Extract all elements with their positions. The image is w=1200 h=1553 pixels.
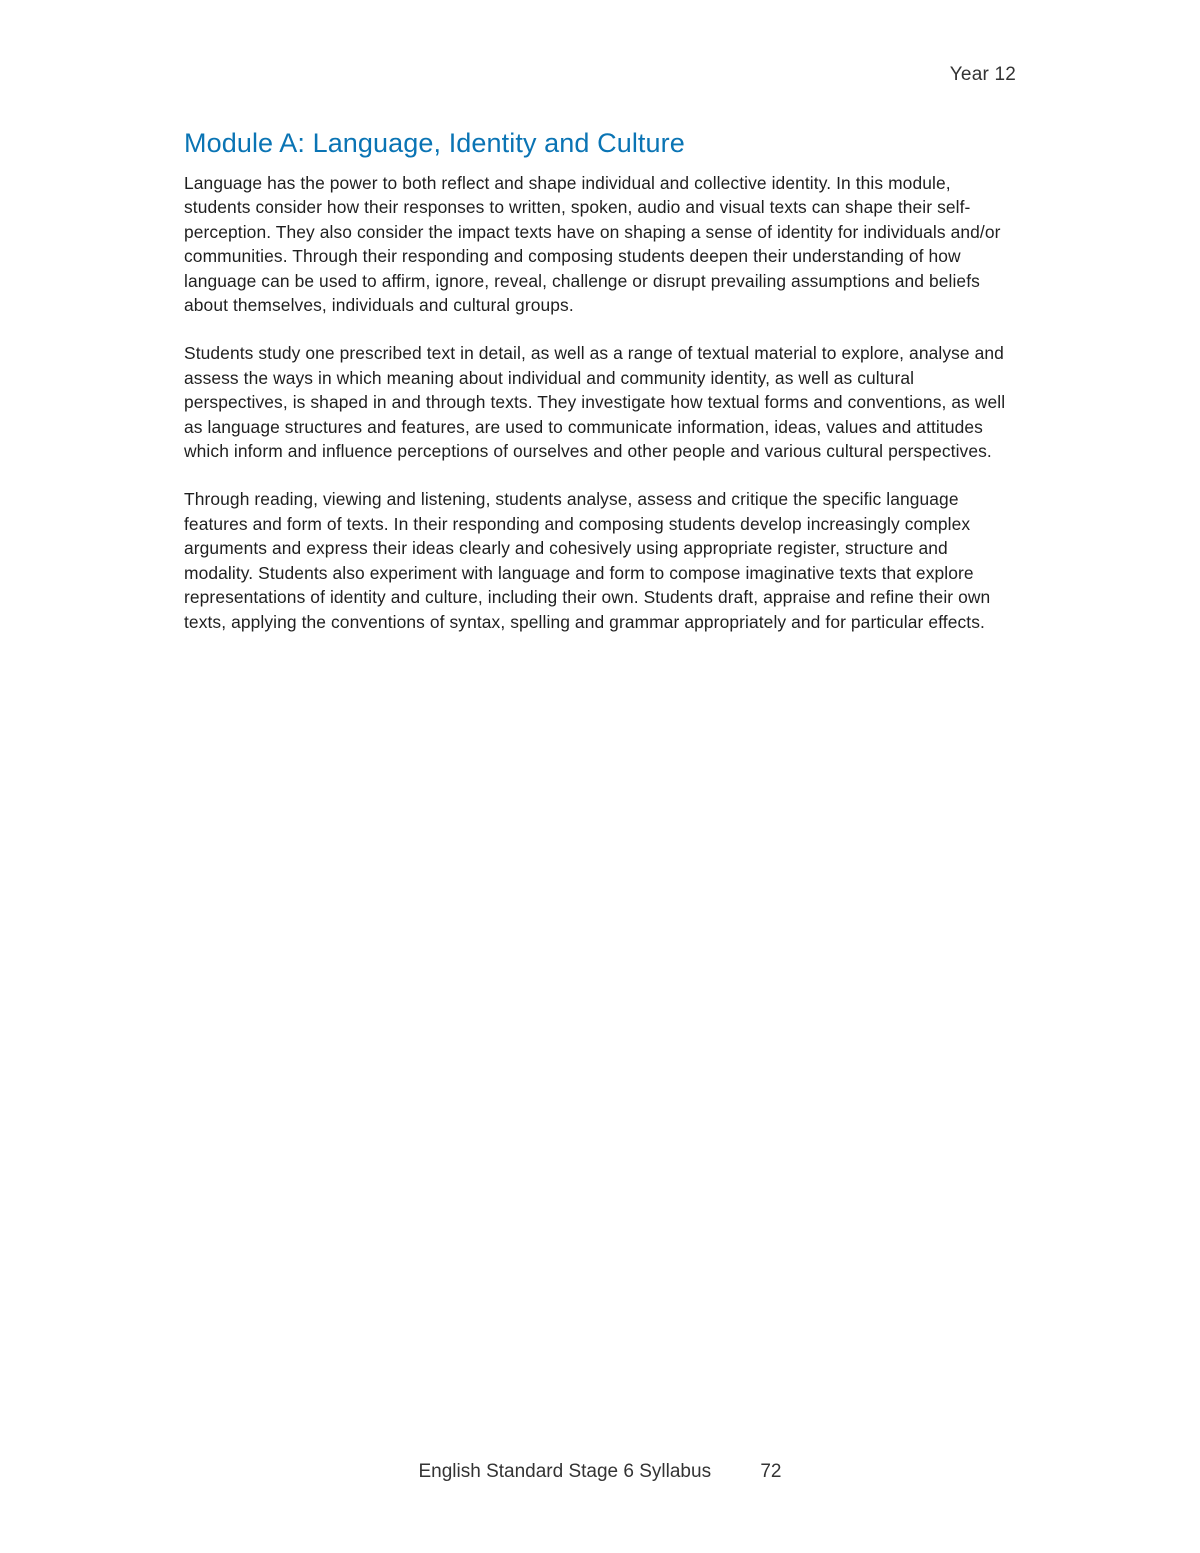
module-section: [184, 128, 1020, 658]
document-name: English Standard Stage 6 Syllabus: [418, 1461, 712, 1482]
page-footer: [0, 1461, 1200, 1483]
page-number: 72: [760, 1461, 782, 1482]
module-paragraph-3: Through reading, viewing and listening, students analyse, assess and critique the specific language features and form of texts. In their responding and composing students develop increasingly complex arguments and express their ideas clearly and cohesively using appropriate register, structure and modality. Students also experiment with language and form to compose imaginative texts that explore representations of identity and culture, including their own. Students draft, appraise and refine their own texts, applying the conventions of syntax, spelling and grammar appropriately and for particular effects.: [184, 489, 991, 632]
module-title: Module A: Language, Identity and Culture: [184, 128, 685, 158]
module-paragraph-1: Language has the power to both reflect and shape individual and collective identity. In this module, students consider how their responses to written, spoken, audio and visual texts can shape their self-perception. They also consider the impact texts have on shaping a sense of identity for individuals and/or communities. Through their responding and composing students deepen their understanding of how language can be used to affirm, ignore, reveal, challenge or disrupt prevailing assumptions and beliefs about themselves, individuals and cultural groups.: [184, 173, 1001, 316]
year-label: Year 12: [949, 64, 1016, 85]
module-paragraph-2: Students study one prescribed text in detail, as well as a range of textual material to explore, analyse and assess the ways in which meaning about individual and community identity, as well as cultural perspectives, is shaped in and through texts. They investigate how textual forms and conventions, as well as language structures and features, are used to communicate information, ideas, values and attitudes which inform and influence perceptions of ourselves and other people and various cultural perspectives.: [184, 343, 1006, 462]
